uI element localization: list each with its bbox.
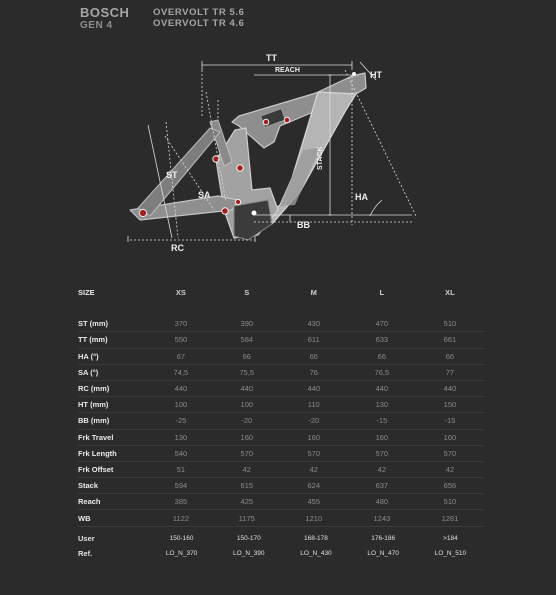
table-cell: 440 (416, 380, 484, 396)
row-label: Frk Offset (78, 461, 148, 477)
table-row (78, 510, 484, 526)
table-cell: 160 (280, 429, 348, 445)
table-row (78, 445, 484, 461)
table-row (78, 364, 484, 380)
label-st: ST (166, 170, 178, 180)
table-cell: 66 (416, 348, 484, 364)
label-bb: BB (297, 220, 310, 230)
table-cell: 570 (416, 445, 484, 461)
table-cell: 100 (214, 397, 280, 413)
table-cell: 624 (280, 478, 348, 494)
table-cell: 1122 (148, 510, 214, 526)
header-l: L (379, 288, 385, 297)
table-cell: 110 (280, 397, 348, 413)
table-row (78, 316, 484, 332)
table-cell: 540 (148, 445, 214, 461)
table-cell: 75,5 (214, 364, 280, 380)
table-cell: 584 (214, 332, 280, 348)
table-cell: 440 (148, 380, 214, 396)
brand-block (80, 6, 129, 32)
table-cell: 480 (348, 494, 416, 510)
table-cell: 77 (416, 364, 484, 380)
ref-code: LO_N_390 (233, 550, 265, 557)
brand-name: BOSCH (80, 5, 130, 20)
user-range: 176-186 (371, 535, 396, 542)
header-m: M (310, 288, 317, 297)
label-ht: HT (370, 70, 382, 80)
table-cell: 455 (280, 494, 348, 510)
header-xs: XS (175, 288, 186, 297)
user-row (78, 531, 484, 546)
row-label: RC (mm) (78, 380, 148, 396)
row-label: WB (78, 510, 148, 526)
row-label: BB (mm) (78, 413, 148, 429)
table-row (78, 494, 484, 510)
table-cell: 661 (416, 332, 484, 348)
table-row (78, 461, 484, 477)
table-cell: 611 (280, 332, 348, 348)
table-cell: -20 (214, 413, 280, 429)
table-row (78, 348, 484, 364)
row-label: Reach (78, 494, 148, 510)
table-cell: 430 (280, 316, 348, 332)
table-cell: 570 (214, 445, 280, 461)
table-row (78, 413, 484, 429)
label-rc: RC (171, 243, 184, 253)
table-cell: 66 (280, 348, 348, 364)
row-label: SA (°) (78, 364, 148, 380)
table-cell: 1243 (348, 510, 416, 526)
table-cell: 370 (148, 316, 214, 332)
model-name-1: OVERVOLT TR 5.6 (153, 7, 245, 18)
table-cell: 440 (214, 380, 280, 396)
user-label: User (78, 534, 95, 543)
label-reach: REACH (275, 67, 300, 74)
row-label: HT (mm) (78, 397, 148, 413)
table-row (78, 332, 484, 348)
table-cell: 51 (148, 461, 214, 477)
table-cell: -15 (348, 413, 416, 429)
label-tt: TT (266, 53, 277, 63)
ref-code: LO_N_370 (165, 550, 198, 557)
table-cell: 615 (214, 478, 280, 494)
table-cell: -25 (148, 413, 214, 429)
table-cell: 160 (416, 429, 484, 445)
model-name-2: OVERVOLT TR 4.6 (153, 18, 245, 29)
table-cell: 150 (416, 397, 484, 413)
brand-generation: GEN 4 (80, 20, 113, 31)
ref-label: Ref. (78, 549, 93, 558)
table-cell: 130 (148, 429, 214, 445)
table-cell: 550 (148, 332, 214, 348)
table-cell: 594 (148, 478, 214, 494)
row-label: Stack (78, 478, 148, 494)
label-stack: STACK (317, 146, 324, 170)
user-range: 168-178 (304, 535, 328, 542)
header-s: S (244, 288, 250, 297)
table-row (78, 380, 484, 396)
row-label: ST (mm) (78, 316, 148, 332)
ref-code: LO_N_510 (434, 550, 467, 557)
table-cell: -15 (416, 413, 484, 429)
ref-code: LO_N_470 (367, 550, 399, 557)
table-cell: 67 (148, 348, 214, 364)
table-cell: 76 (280, 364, 348, 380)
table-cell: 1281 (416, 510, 484, 526)
table-header-row (78, 284, 484, 301)
row-label: Frk Travel (78, 429, 148, 445)
table-spacer (78, 301, 484, 316)
header-xl: XL (445, 288, 455, 297)
table-row (78, 429, 484, 445)
table-cell: 130 (348, 397, 416, 413)
header-size: SIZE (78, 288, 95, 297)
table-cell: 390 (214, 316, 280, 332)
table-cell: 66 (348, 348, 416, 364)
row-label: HA (°) (78, 348, 148, 364)
row-label: Frk Length (78, 445, 148, 461)
table-cell: 1210 (280, 510, 348, 526)
table-cell: 42 (416, 461, 484, 477)
table-cell: 42 (348, 461, 416, 477)
table-cell: 440 (280, 380, 348, 396)
table-cell: -20 (280, 413, 348, 429)
table-cell: 637 (348, 478, 416, 494)
table-cell: 470 (348, 316, 416, 332)
table-cell: 1175 (214, 510, 280, 526)
table-cell: 385 (148, 494, 214, 510)
table-cell: 510 (416, 494, 484, 510)
user-range: 150-170 (236, 535, 261, 542)
table-cell: 42 (280, 461, 348, 477)
head-tube-point (352, 72, 356, 76)
table-cell: 160 (348, 429, 416, 445)
table-cell: 160 (214, 429, 280, 445)
geometry-table (78, 284, 484, 527)
table-cell: 656 (416, 478, 484, 494)
table-cell: 633 (348, 332, 416, 348)
row-label: TT (mm) (78, 332, 148, 348)
table-cell: 76,5 (348, 364, 416, 380)
user-size-table (78, 531, 484, 561)
user-range: >184 (443, 535, 458, 542)
model-names (153, 7, 245, 29)
table-cell: 570 (348, 445, 416, 461)
table-cell: 100 (148, 397, 214, 413)
user-range: 150-160 (169, 535, 194, 542)
label-ha: HA (355, 192, 368, 202)
ref-row (78, 546, 484, 561)
table-cell: 440 (348, 380, 416, 396)
table-cell: 510 (416, 316, 484, 332)
geometry-diagram (0, 30, 556, 270)
table-cell: 42 (214, 461, 280, 477)
table-cell: 425 (214, 494, 280, 510)
label-sa: SA (198, 190, 211, 200)
table-row (78, 478, 484, 494)
table-row (78, 397, 484, 413)
table-cell: 66 (214, 348, 280, 364)
ref-code: LO_N_430 (300, 550, 332, 557)
table-cell: 74,5 (148, 364, 214, 380)
table-cell: 570 (280, 445, 348, 461)
